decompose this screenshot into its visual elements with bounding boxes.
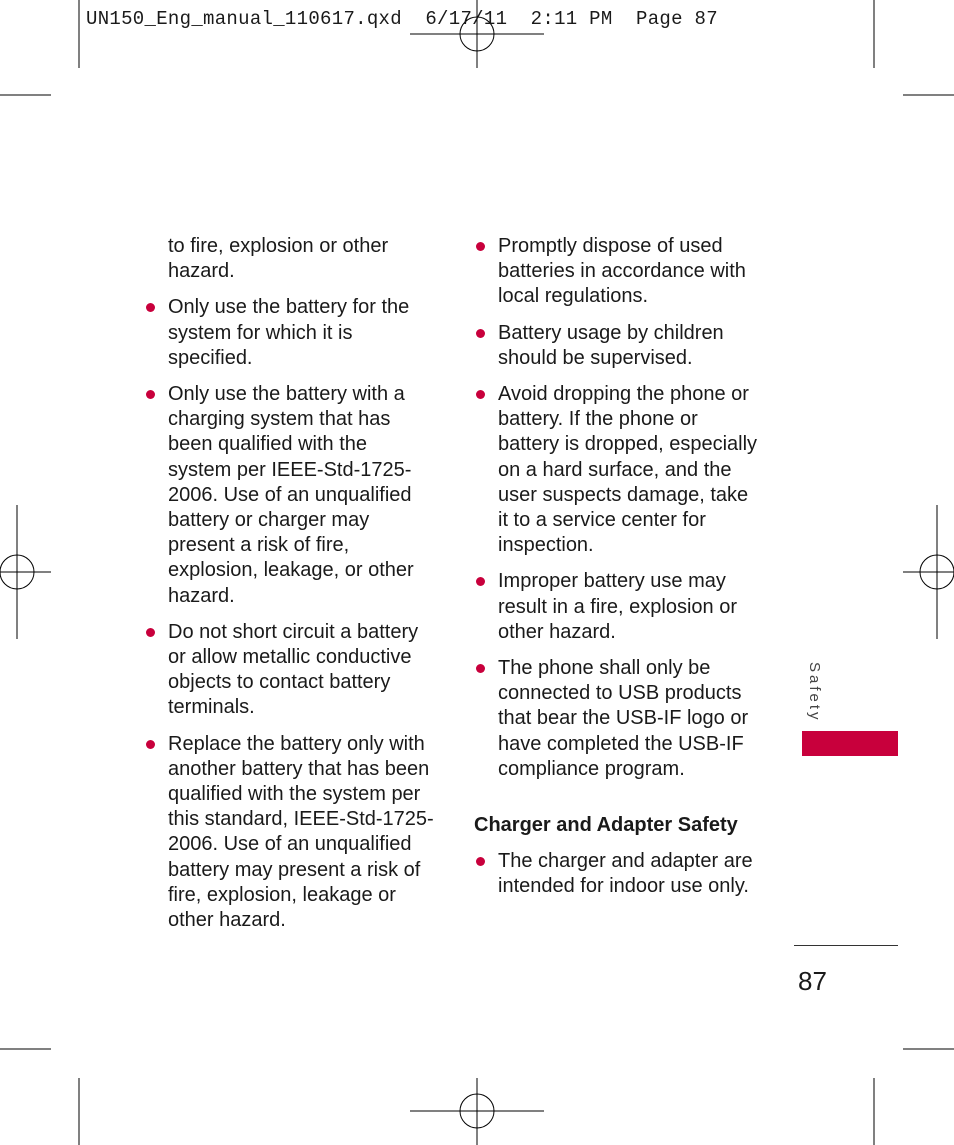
bullet-dot [476, 664, 485, 673]
section-tab-label: Safety [806, 662, 823, 723]
list-item [144, 382, 434, 609]
list-item-text: Promptly dispose of used batteries in accordance with local regulations. [498, 235, 746, 308]
list-item-text: Only use the battery with a charging system that has been qualified with the system per IEEE-Std-1725-2006. Use of an unqualified battery or charger may present a risk of fire, explosion, leakage, or other hazard. [168, 383, 414, 607]
list-item [144, 732, 434, 934]
bullet-dot [476, 242, 485, 251]
list-item-text: Improper battery use may result in a fire, explosion or other hazard. [498, 570, 738, 643]
list-item [474, 569, 759, 645]
bullet-dot [476, 329, 485, 338]
bullet-dot [146, 628, 155, 637]
list-item-text: The phone shall only be connected to USB products that bear the USB-IF logo or have completed the USB-IF compliance program. [498, 657, 749, 780]
bullet-dot [476, 390, 485, 399]
bullet-dot [476, 857, 485, 866]
print-slug: UN150_Eng_manual_110617.qxd 6/17/11 2:11 PM Page 87 [86, 8, 718, 30]
list-item-text: Only use the battery for the system for which it is specified. [168, 296, 410, 369]
list-item-text: Do not short circuit a battery or allow metallic conductive objects to contact battery terminals. [168, 620, 419, 719]
section-heading: Charger and Adapter Safety [474, 814, 738, 837]
list-item [144, 620, 434, 721]
left-column [144, 234, 434, 944]
list-item-continuation [144, 234, 434, 284]
list-item [474, 321, 759, 371]
page-number: 87 [798, 966, 827, 996]
right-column [474, 234, 759, 911]
list-item-text: Replace the battery only with another battery that has been qualified with the system per this standard, IEEE-Std-1725-2006. Use of an unqualified battery may present a risk of fire, explosion, leakage or other hazard. [168, 732, 434, 932]
bullet-dot [146, 303, 155, 312]
bullet-dot [146, 390, 155, 399]
section-tab-marker [802, 731, 898, 756]
list-item [474, 656, 759, 782]
list-item [144, 295, 434, 371]
page-number-rule [794, 945, 898, 946]
list-item-text: Battery usage by children should be supervised. [498, 321, 724, 369]
list-item [474, 849, 759, 899]
list-item [474, 234, 759, 310]
continuation-text: to fire, explosion or other hazard. [168, 235, 389, 283]
list-item-text: The charger and adapter are intended for indoor use only. [498, 850, 753, 898]
list-item-text: Avoid dropping the phone or battery. If the phone or battery is dropped, especially on a hard surface, and the user suspects damage, take it to a service center for inspection. [498, 383, 758, 557]
bullet-dot [146, 740, 155, 749]
bullet-dot [476, 577, 485, 586]
list-item [474, 382, 759, 558]
